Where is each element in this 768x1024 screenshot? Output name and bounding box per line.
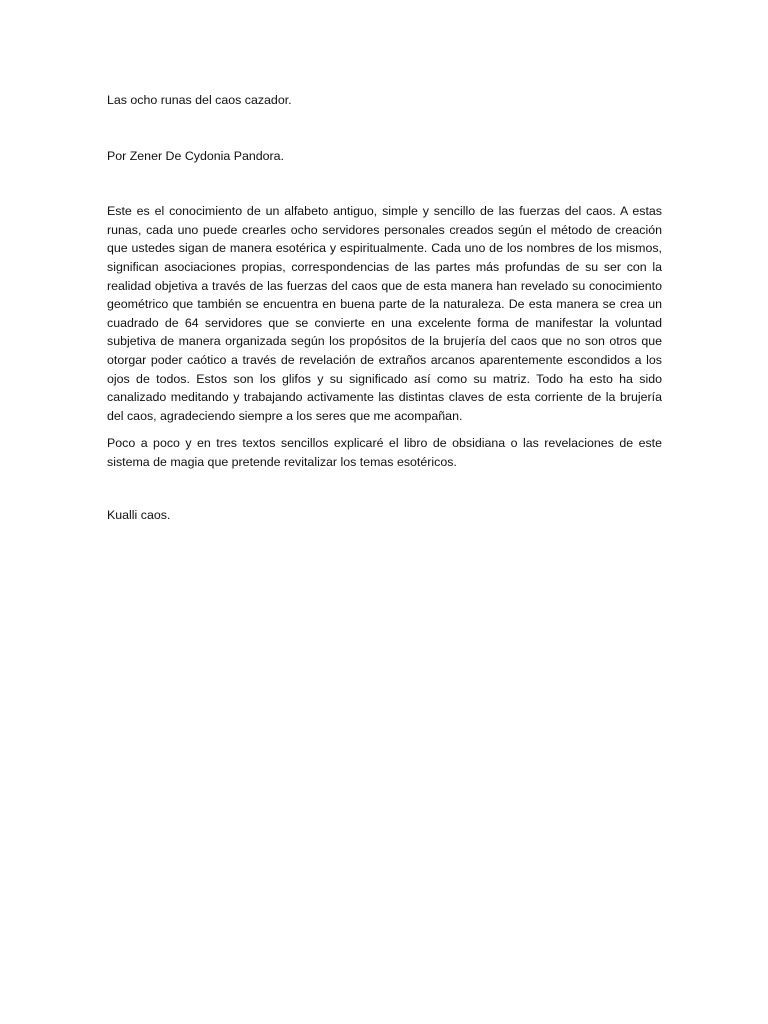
paragraph-explanation: Poco a poco y en tres textos sencillos explicaré el libro de obsidiana o las revelaciones de este sistema de magia que pretende revitalizar los temas esotéricos. xyxy=(107,436,662,469)
paragraph-intro: Este es el conocimiento de un alfabeto antiguo, simple y sencillo de las fuerzas del caos. A estas runas, cada uno puede crearles ocho servidores personales creados según el método de creación que ustedes sigan de manera esotérica y espiritualmente. Cada uno de los nombres de los mismos, significan asociaciones propias, correspondencias de las partes más profundas de su ser con la realidad objetiva a través de las fuerzas del caos que de esta manera han revelado su conocimiento geométrico que también se encuentra en buena parte de la naturaleza. De esta manera se crea un cuadrado de 64 servidores que se convierte en una excelente forma de manifestar la voluntad subjetiva de manera organizada según los propósitos de la brujería del caos que no son otros que otorgar poder caótico a través de revelación de extraños arcanos aparentemente escondidos a los ojos de todos. Estos son los glifos y su significado así como su matriz. Todo ha esto ha sido canalizado meditando y trabajando activamente las distintas claves de esta corriente de la brujería del caos, agradeciendo siempre a los seres que me acompañan. xyxy=(107,204,662,423)
document-closing: Kualli caos. xyxy=(107,507,171,522)
document-body xyxy=(107,91,662,524)
document-title: Las ocho runas del caos cazador. xyxy=(107,93,292,107)
document-author: Por Zener De Cydonia Pandora. xyxy=(107,148,285,163)
